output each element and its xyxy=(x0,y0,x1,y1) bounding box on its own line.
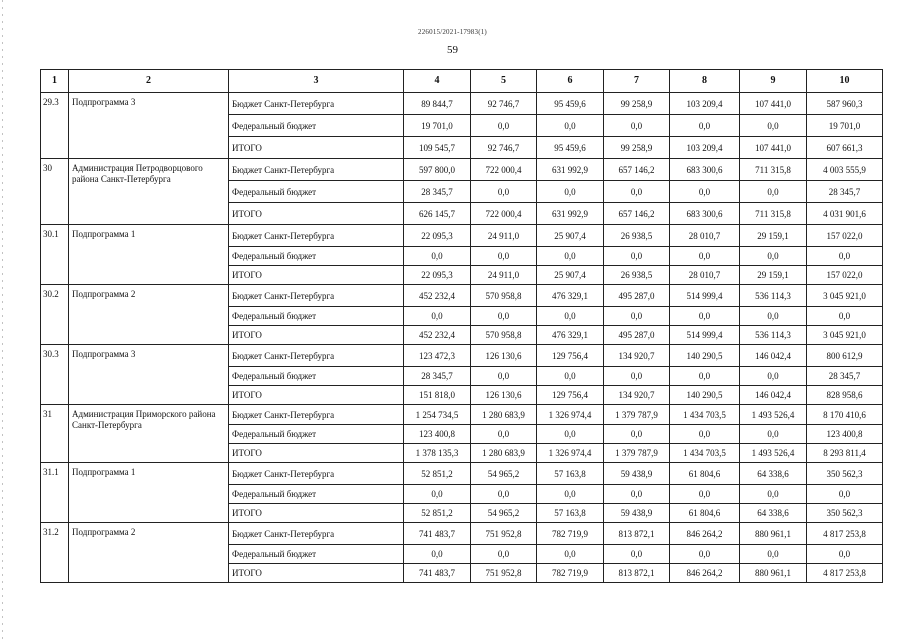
value-cell: 146 042,4 xyxy=(740,345,807,367)
value-cell: 29 159,1 xyxy=(740,225,807,247)
value-cell: 123 400,8 xyxy=(404,425,471,444)
budget-table xyxy=(40,69,883,583)
funding-source: ИТОГО xyxy=(229,564,404,583)
value-cell: 109 545,7 xyxy=(404,137,471,159)
value-cell: 514 999,4 xyxy=(670,326,740,345)
value-cell: 683 300,6 xyxy=(670,203,740,225)
value-cell: 711 315,8 xyxy=(740,159,807,181)
funding-source: ИТОГО xyxy=(229,444,404,463)
value-cell: 3 045 921,0 xyxy=(807,285,883,307)
table-row xyxy=(41,225,883,247)
value-cell: 452 232,4 xyxy=(404,326,471,345)
value-cell: 846 264,2 xyxy=(670,564,740,583)
value-cell: 0,0 xyxy=(537,181,604,203)
value-cell: 28 010,7 xyxy=(670,225,740,247)
value-cell: 782 719,9 xyxy=(537,564,604,583)
value-cell: 0,0 xyxy=(807,247,883,266)
value-cell: 19 701,0 xyxy=(807,115,883,137)
value-cell: 26 938,5 xyxy=(604,266,670,285)
value-cell: 631 992,9 xyxy=(537,159,604,181)
value-cell: 24 911,0 xyxy=(471,266,537,285)
value-cell: 29 159,1 xyxy=(740,266,807,285)
value-cell: 0,0 xyxy=(471,307,537,326)
value-cell: 99 258,9 xyxy=(604,137,670,159)
value-cell: 495 287,0 xyxy=(604,285,670,307)
value-cell: 0,0 xyxy=(471,181,537,203)
value-cell: 0,0 xyxy=(471,425,537,444)
funding-source: Бюджет Санкт-Петербурга xyxy=(229,463,404,485)
row-name: Подпрограмма 3 xyxy=(69,345,229,405)
value-cell: 0,0 xyxy=(604,425,670,444)
value-cell: 626 145,7 xyxy=(404,203,471,225)
value-cell: 476 329,1 xyxy=(537,285,604,307)
value-cell: 880 961,1 xyxy=(740,564,807,583)
column-header-5: 5 xyxy=(471,70,537,93)
value-cell: 134 920,7 xyxy=(604,386,670,405)
value-cell: 0,0 xyxy=(537,247,604,266)
value-cell: 0,0 xyxy=(670,367,740,386)
value-cell: 0,0 xyxy=(537,367,604,386)
value-cell: 828 958,6 xyxy=(807,386,883,405)
funding-source: ИТОГО xyxy=(229,386,404,405)
value-cell: 1 493 526,4 xyxy=(740,405,807,425)
value-cell: 57 163,8 xyxy=(537,463,604,485)
table-row xyxy=(41,523,883,545)
value-cell: 95 459,6 xyxy=(537,137,604,159)
value-cell: 514 999,4 xyxy=(670,285,740,307)
value-cell: 52 851,2 xyxy=(404,463,471,485)
value-cell: 657 146,2 xyxy=(604,203,670,225)
value-cell: 0,0 xyxy=(604,485,670,504)
funding-source: ИТОГО xyxy=(229,266,404,285)
value-cell: 4 031 901,6 xyxy=(807,203,883,225)
value-cell: 64 338,6 xyxy=(740,504,807,523)
value-cell: 0,0 xyxy=(740,425,807,444)
value-cell: 1 326 974,4 xyxy=(537,405,604,425)
value-cell: 28 345,7 xyxy=(807,181,883,203)
value-cell: 813 872,1 xyxy=(604,564,670,583)
row-code: 30.3 xyxy=(41,345,69,405)
value-cell: 25 907,4 xyxy=(537,225,604,247)
column-header-6: 6 xyxy=(537,70,604,93)
value-cell: 3 045 921,0 xyxy=(807,326,883,345)
value-cell: 61 804,6 xyxy=(670,463,740,485)
value-cell: 495 287,0 xyxy=(604,326,670,345)
value-cell: 813 872,1 xyxy=(604,523,670,545)
value-cell: 0,0 xyxy=(670,181,740,203)
value-cell: 0,0 xyxy=(670,485,740,504)
value-cell: 146 042,4 xyxy=(740,386,807,405)
value-cell: 0,0 xyxy=(740,307,807,326)
value-cell: 95 459,6 xyxy=(537,93,604,115)
value-cell: 140 290,5 xyxy=(670,345,740,367)
value-cell: 28 010,7 xyxy=(670,266,740,285)
row-name: Подпрограмма 2 xyxy=(69,285,229,345)
value-cell: 1 254 734,5 xyxy=(404,405,471,425)
column-header-10: 10 xyxy=(807,70,883,93)
value-cell: 1 434 703,5 xyxy=(670,405,740,425)
value-cell: 536 114,3 xyxy=(740,326,807,345)
funding-source: Федеральный бюджет xyxy=(229,115,404,137)
value-cell: 751 952,8 xyxy=(471,564,537,583)
value-cell: 350 562,3 xyxy=(807,504,883,523)
value-cell: 24 911,0 xyxy=(471,225,537,247)
value-cell: 1 379 787,9 xyxy=(604,444,670,463)
value-cell: 134 920,7 xyxy=(604,345,670,367)
value-cell: 657 146,2 xyxy=(604,159,670,181)
value-cell: 741 483,7 xyxy=(404,564,471,583)
value-cell: 607 661,3 xyxy=(807,137,883,159)
value-cell: 28 345,7 xyxy=(404,181,471,203)
value-cell: 129 756,4 xyxy=(537,386,604,405)
row-name: Администрация Петродворцового района Санкт-Петербурга xyxy=(69,159,229,225)
value-cell: 0,0 xyxy=(471,115,537,137)
value-cell: 587 960,3 xyxy=(807,93,883,115)
value-cell: 54 965,2 xyxy=(471,463,537,485)
value-cell: 1 280 683,9 xyxy=(471,444,537,463)
value-cell: 0,0 xyxy=(670,307,740,326)
value-cell: 722 000,4 xyxy=(471,203,537,225)
value-cell: 0,0 xyxy=(604,307,670,326)
value-cell: 0,0 xyxy=(807,307,883,326)
value-cell: 0,0 xyxy=(537,485,604,504)
funding-source: Бюджет Санкт-Петербурга xyxy=(229,523,404,545)
value-cell: 123 472,3 xyxy=(404,345,471,367)
funding-source: Бюджет Санкт-Петербурга xyxy=(229,285,404,307)
value-cell: 1 326 974,4 xyxy=(537,444,604,463)
table-body xyxy=(41,93,883,583)
funding-source: Федеральный бюджет xyxy=(229,425,404,444)
value-cell: 350 562,3 xyxy=(807,463,883,485)
value-cell: 0,0 xyxy=(604,181,670,203)
value-cell: 880 961,1 xyxy=(740,523,807,545)
value-cell: 782 719,9 xyxy=(537,523,604,545)
value-cell: 0,0 xyxy=(537,545,604,564)
value-cell: 26 938,5 xyxy=(604,225,670,247)
value-cell: 4 817 253,8 xyxy=(807,523,883,545)
row-code: 30.1 xyxy=(41,225,69,285)
value-cell: 0,0 xyxy=(807,545,883,564)
value-cell: 0,0 xyxy=(807,485,883,504)
value-cell: 0,0 xyxy=(471,545,537,564)
column-header-3: 3 xyxy=(229,70,404,93)
value-cell: 129 756,4 xyxy=(537,345,604,367)
funding-source: ИТОГО xyxy=(229,137,404,159)
value-cell: 126 130,6 xyxy=(471,386,537,405)
value-cell: 597 800,0 xyxy=(404,159,471,181)
value-cell: 751 952,8 xyxy=(471,523,537,545)
header-row xyxy=(41,70,883,93)
table-row xyxy=(41,405,883,425)
value-cell: 0,0 xyxy=(404,485,471,504)
value-cell: 0,0 xyxy=(604,367,670,386)
value-cell: 846 264,2 xyxy=(670,523,740,545)
value-cell: 536 114,3 xyxy=(740,285,807,307)
value-cell: 8 170 410,6 xyxy=(807,405,883,425)
value-cell: 0,0 xyxy=(471,247,537,266)
value-cell: 64 338,6 xyxy=(740,463,807,485)
value-cell: 0,0 xyxy=(740,115,807,137)
row-code: 29.3 xyxy=(41,93,69,159)
column-header-9: 9 xyxy=(740,70,807,93)
value-cell: 107 441,0 xyxy=(740,93,807,115)
funding-source: Бюджет Санкт-Петербурга xyxy=(229,93,404,115)
value-cell: 0,0 xyxy=(404,307,471,326)
value-cell: 157 022,0 xyxy=(807,266,883,285)
scan-margin-marks xyxy=(2,0,3,640)
value-cell: 0,0 xyxy=(740,485,807,504)
value-cell: 8 293 811,4 xyxy=(807,444,883,463)
value-cell: 711 315,8 xyxy=(740,203,807,225)
column-header-7: 7 xyxy=(604,70,670,93)
value-cell: 19 701,0 xyxy=(404,115,471,137)
table-row xyxy=(41,285,883,307)
value-cell: 54 965,2 xyxy=(471,504,537,523)
row-name: Подпрограмма 2 xyxy=(69,523,229,583)
value-cell: 103 209,4 xyxy=(670,93,740,115)
value-cell: 0,0 xyxy=(604,545,670,564)
funding-source: Федеральный бюджет xyxy=(229,367,404,386)
column-header-2: 2 xyxy=(69,70,229,93)
value-cell: 0,0 xyxy=(740,181,807,203)
document-id: 226015/2021-17983(1) xyxy=(418,28,487,36)
value-cell: 89 844,7 xyxy=(404,93,471,115)
funding-source: Федеральный бюджет xyxy=(229,485,404,504)
funding-source: Федеральный бюджет xyxy=(229,181,404,203)
table-row xyxy=(41,159,883,181)
row-name: Подпрограмма 1 xyxy=(69,463,229,523)
funding-source: Бюджет Санкт-Петербурга xyxy=(229,405,404,425)
funding-source: Федеральный бюджет xyxy=(229,247,404,266)
funding-source: Бюджет Санкт-Петербурга xyxy=(229,225,404,247)
value-cell: 1 280 683,9 xyxy=(471,405,537,425)
value-cell: 59 438,9 xyxy=(604,463,670,485)
row-name: Администрация Приморского района Санкт-Петербурга xyxy=(69,405,229,463)
row-code: 31.2 xyxy=(41,523,69,583)
value-cell: 140 290,5 xyxy=(670,386,740,405)
funding-source: ИТОГО xyxy=(229,203,404,225)
table-row xyxy=(41,93,883,115)
funding-source: ИТОГО xyxy=(229,326,404,345)
value-cell: 0,0 xyxy=(670,247,740,266)
value-cell: 22 095,3 xyxy=(404,225,471,247)
column-header-8: 8 xyxy=(670,70,740,93)
value-cell: 0,0 xyxy=(670,545,740,564)
value-cell: 52 851,2 xyxy=(404,504,471,523)
value-cell: 452 232,4 xyxy=(404,285,471,307)
table-row xyxy=(41,463,883,485)
value-cell: 4 817 253,8 xyxy=(807,564,883,583)
value-cell: 0,0 xyxy=(740,247,807,266)
row-code: 31 xyxy=(41,405,69,463)
value-cell: 92 746,7 xyxy=(471,93,537,115)
page-number: 59 xyxy=(447,44,458,56)
value-cell: 683 300,6 xyxy=(670,159,740,181)
value-cell: 0,0 xyxy=(537,307,604,326)
row-code: 30.2 xyxy=(41,285,69,345)
value-cell: 1 378 135,3 xyxy=(404,444,471,463)
value-cell: 631 992,9 xyxy=(537,203,604,225)
column-header-1: 1 xyxy=(41,70,69,93)
value-cell: 0,0 xyxy=(404,247,471,266)
value-cell: 4 003 555,9 xyxy=(807,159,883,181)
value-cell: 741 483,7 xyxy=(404,523,471,545)
row-code: 31.1 xyxy=(41,463,69,523)
value-cell: 99 258,9 xyxy=(604,93,670,115)
value-cell: 0,0 xyxy=(471,485,537,504)
value-cell: 59 438,9 xyxy=(604,504,670,523)
table-row xyxy=(41,345,883,367)
funding-source: Федеральный бюджет xyxy=(229,307,404,326)
value-cell: 0,0 xyxy=(604,115,670,137)
row-name: Подпрограмма 3 xyxy=(69,93,229,159)
value-cell: 0,0 xyxy=(404,545,471,564)
value-cell: 0,0 xyxy=(670,425,740,444)
value-cell: 0,0 xyxy=(740,545,807,564)
value-cell: 25 907,4 xyxy=(537,266,604,285)
row-code: 30 xyxy=(41,159,69,225)
funding-source: Бюджет Санкт-Петербурга xyxy=(229,345,404,367)
value-cell: 1 434 703,5 xyxy=(670,444,740,463)
value-cell: 0,0 xyxy=(604,247,670,266)
value-cell: 0,0 xyxy=(471,367,537,386)
value-cell: 57 163,8 xyxy=(537,504,604,523)
value-cell: 0,0 xyxy=(670,115,740,137)
value-cell: 157 022,0 xyxy=(807,225,883,247)
value-cell: 1 379 787,9 xyxy=(604,405,670,425)
funding-source: Бюджет Санкт-Петербурга xyxy=(229,159,404,181)
value-cell: 22 095,3 xyxy=(404,266,471,285)
value-cell: 0,0 xyxy=(537,425,604,444)
column-header-4: 4 xyxy=(404,70,471,93)
value-cell: 722 000,4 xyxy=(471,159,537,181)
value-cell: 476 329,1 xyxy=(537,326,604,345)
value-cell: 107 441,0 xyxy=(740,137,807,159)
value-cell: 570 958,8 xyxy=(471,285,537,307)
value-cell: 151 818,0 xyxy=(404,386,471,405)
value-cell: 123 400,8 xyxy=(807,425,883,444)
value-cell: 126 130,6 xyxy=(471,345,537,367)
value-cell: 61 804,6 xyxy=(670,504,740,523)
value-cell: 28 345,7 xyxy=(404,367,471,386)
value-cell: 103 209,4 xyxy=(670,137,740,159)
value-cell: 0,0 xyxy=(740,367,807,386)
value-cell: 800 612,9 xyxy=(807,345,883,367)
funding-source: Федеральный бюджет xyxy=(229,545,404,564)
value-cell: 92 746,7 xyxy=(471,137,537,159)
value-cell: 0,0 xyxy=(537,115,604,137)
funding-source: ИТОГО xyxy=(229,504,404,523)
value-cell: 1 493 526,4 xyxy=(740,444,807,463)
value-cell: 570 958,8 xyxy=(471,326,537,345)
value-cell: 28 345,7 xyxy=(807,367,883,386)
row-name: Подпрограмма 1 xyxy=(69,225,229,285)
